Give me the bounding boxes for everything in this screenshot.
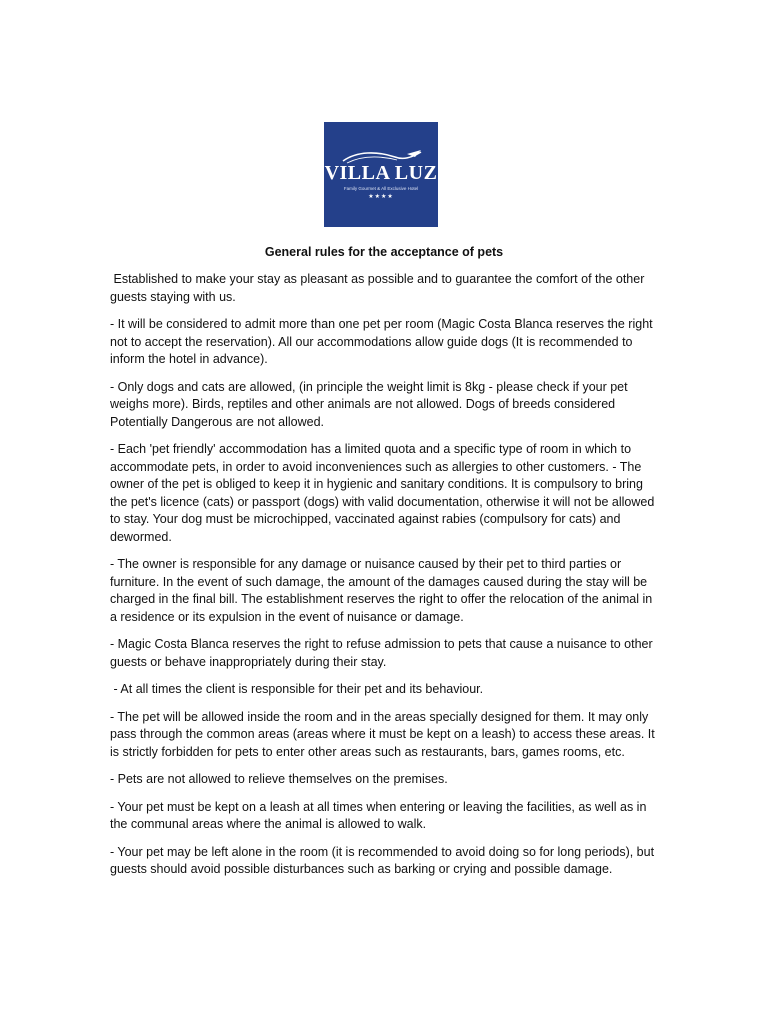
paragraph-rule: - Your pet may be left alone in the room (it is recommended to avoid doing so for long periods), but guests should avoid possible disturbances such as barking or crying and possible damage. [110, 844, 658, 876]
document-title: General rules for the acceptance of pets [264, 245, 504, 259]
paragraph-rule: - The owner is responsible for any damage or nuisance caused by their pet to third parties or furniture. In the event of such damage, the amount of the damages caused during the stay will be charged in the final bill. The establishment reserves the right to offer the relocation of the animal in a residence or its expulsion in the event of nuisance or damage. [110, 557, 656, 624]
paragraph-rule: - Magic Costa Blanca reserves the right to refuse admission to pets that cause a nuisance to other guests or behave inappropriately during their stay. [110, 637, 657, 669]
logo-stars: ★★★★ [368, 194, 394, 200]
paragraph-rule: - Pets are not allowed to relieve themselves on the premises. [110, 772, 448, 786]
paragraph-rule: - Each 'pet friendly' accommodation has a limited quota and a specific type of room in which to accommodate pets, in order to avoid inconveniences such as allergies to other customers. - The owner of the pet is obliged to keep it in hygienic and sanitary conditions. It is compulsory to bring the pet's licence (cats) or passport (dogs) with valid documentation, otherwise it will not be allowed to stay. Your dog must be microchipped, vaccinated against rabies (compulsory for cats) and dewormed. [110, 442, 658, 544]
document-body [110, 271, 660, 889]
paragraph-rule: - It will be considered to admit more than one pet per room (Magic Costa Blanca reserves the right not to accept the reservation). All our accommodations allow guide dogs (It is recommended to inform the hotel in advance). [110, 317, 657, 366]
logo-tagline: Family Gourmet & All Exclusive Hotel [343, 186, 419, 191]
paragraph-intro: Established to make your stay as pleasant as possible and to guarantee the comfort of the other guests staying with us. [110, 272, 648, 304]
paragraph-rule: - At all times the client is responsible for their pet and its behaviour. [110, 682, 484, 696]
paragraph-rule: - The pet will be allowed inside the room and in the areas specially designed for them. It may only pass through the common areas (areas where it must be kept on a leash) to access these areas. It is strictly forbidden for pets to enter other areas such as restaurants, bars, games rooms, etc. [110, 709, 659, 759]
paragraph-rule: - Only dogs and cats are allowed, (in principle the weight limit is 8kg - please check if your pet weighs more). Birds, reptiles and other animals are not allowed. Dogs of breeds considered Potentially Dangerous are not allowed. [110, 379, 632, 429]
hotel-logo [324, 122, 438, 227]
logo-name: VILLA LUZ [324, 162, 438, 184]
paragraph-rule: - Your pet must be kept on a leash at all times when entering or leaving the facilities, as well as in the communal areas where the animal is allowed to walk. [110, 799, 650, 831]
